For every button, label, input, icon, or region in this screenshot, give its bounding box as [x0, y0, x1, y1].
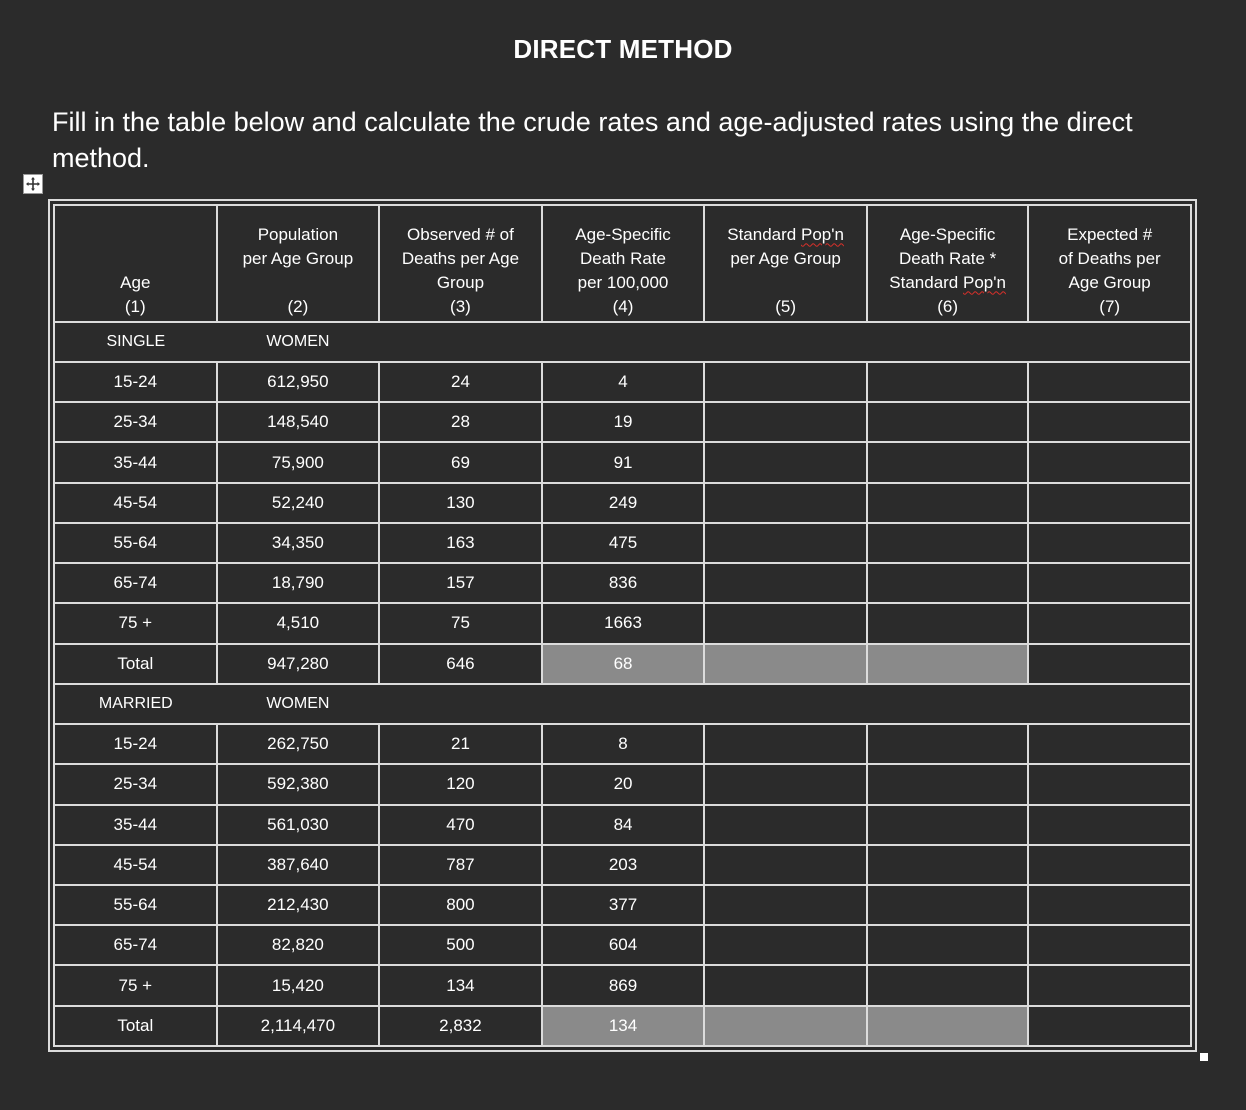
section-header-blank: [379, 322, 1191, 362]
age-cell: 65-74: [54, 925, 217, 965]
observed-deaths-cell: 24: [379, 362, 542, 402]
total-label: Total: [54, 644, 217, 684]
standard-pop-input-cell[interactable]: [704, 603, 867, 643]
population-cell: 592,380: [217, 764, 380, 804]
table-row: [54, 805, 1191, 845]
observed-deaths-cell: 75: [379, 603, 542, 643]
population-cell: 82,820: [217, 925, 380, 965]
section-sublabel: WOMEN: [217, 684, 380, 724]
rate-times-standard-input-cell[interactable]: [867, 563, 1028, 603]
standard-pop-input-cell[interactable]: [704, 442, 867, 482]
total-standard-pop-shaded-cell[interactable]: [704, 644, 867, 684]
instructions-text: Fill in the table below and calculate the crude rates and age-adjusted rates using the direct method.: [52, 107, 1133, 173]
rate-times-standard-input-cell[interactable]: [867, 805, 1028, 845]
observed-deaths-cell: 787: [379, 845, 542, 885]
population-cell: 387,640: [217, 845, 380, 885]
rate-times-standard-input-cell[interactable]: [867, 925, 1028, 965]
age-cell: 75 +: [54, 965, 217, 1005]
age-specific-rate-cell[interactable]: 8: [542, 724, 705, 764]
section-label: SINGLE: [54, 322, 217, 362]
population-cell: 262,750: [217, 724, 380, 764]
observed-deaths-cell: 120: [379, 764, 542, 804]
table-row: [54, 845, 1191, 885]
expected-deaths-input-cell[interactable]: [1028, 563, 1191, 603]
total-deaths-cell: 646: [379, 644, 542, 684]
table-row: [54, 402, 1191, 442]
table-row: [54, 563, 1191, 603]
section-sublabel: WOMEN: [217, 322, 380, 362]
rate-times-standard-input-cell[interactable]: [867, 724, 1028, 764]
population-cell: 52,240: [217, 483, 380, 523]
age-specific-rate-cell[interactable]: 249: [542, 483, 705, 523]
age-specific-rate-cell[interactable]: 203: [542, 845, 705, 885]
population-cell: 612,950: [217, 362, 380, 402]
age-specific-rate-cell[interactable]: 475: [542, 523, 705, 563]
rate-times-standard-input-cell[interactable]: [867, 442, 1028, 482]
table-row: [54, 483, 1191, 523]
age-cell: 45-54: [54, 845, 217, 885]
header-age-specific-rate: Age-Specific Death Rate per 100,000 (4): [542, 205, 705, 322]
standard-pop-input-cell[interactable]: [704, 483, 867, 523]
rates-table-frame: [48, 199, 1197, 1052]
table-row: [54, 523, 1191, 563]
total-row: [54, 644, 1191, 684]
total-product-shaded-cell[interactable]: [867, 1006, 1028, 1046]
header-expected-deaths: Expected # of Deaths per Age Group (7): [1028, 205, 1191, 322]
section-header-row: [54, 322, 1191, 362]
header-population: Population per Age Group (2): [217, 205, 380, 322]
expected-deaths-input-cell[interactable]: [1028, 724, 1191, 764]
standard-pop-input-cell[interactable]: [704, 764, 867, 804]
header-standard-pop: Standard Pop'n per Age Group (5): [704, 205, 867, 322]
age-cell: 35-44: [54, 805, 217, 845]
population-cell: 18,790: [217, 563, 380, 603]
section-header-blank: [379, 684, 1191, 724]
population-cell: 561,030: [217, 805, 380, 845]
standard-pop-input-cell[interactable]: [704, 805, 867, 845]
header-age: Age (1): [54, 205, 217, 322]
observed-deaths-cell: 800: [379, 885, 542, 925]
age-cell: 15-24: [54, 362, 217, 402]
age-cell: 55-64: [54, 523, 217, 563]
rate-times-standard-input-cell[interactable]: [867, 764, 1028, 804]
age-cell: 65-74: [54, 563, 217, 603]
rate-times-standard-input-cell[interactable]: [867, 603, 1028, 643]
expected-deaths-input-cell[interactable]: [1028, 442, 1191, 482]
expected-deaths-input-cell[interactable]: [1028, 603, 1191, 643]
table-row: [54, 362, 1191, 402]
rate-times-standard-input-cell[interactable]: [867, 362, 1028, 402]
age-specific-rate-cell[interactable]: 84: [542, 805, 705, 845]
rate-times-standard-input-cell[interactable]: [867, 965, 1028, 1005]
rate-times-standard-input-cell[interactable]: [867, 523, 1028, 563]
age-cell: 15-24: [54, 724, 217, 764]
observed-deaths-cell: 28: [379, 402, 542, 442]
age-cell: 35-44: [54, 442, 217, 482]
standard-pop-input-cell[interactable]: [704, 925, 867, 965]
expected-deaths-input-cell[interactable]: [1028, 885, 1191, 925]
age-cell: 25-34: [54, 764, 217, 804]
header-rate-times-standard: Age-Specific Death Rate * Standard Pop'n (6): [867, 205, 1028, 322]
total-product-shaded-cell[interactable]: [867, 644, 1028, 684]
population-cell: 212,430: [217, 885, 380, 925]
age-specific-rate-cell[interactable]: 91: [542, 442, 705, 482]
table-row: [54, 442, 1191, 482]
standard-pop-input-cell[interactable]: [704, 362, 867, 402]
age-specific-rate-cell[interactable]: 869: [542, 965, 705, 1005]
total-label: Total: [54, 1006, 217, 1046]
table-resize-handle[interactable]: [1200, 1053, 1208, 1061]
rate-times-standard-input-cell[interactable]: [867, 885, 1028, 925]
observed-deaths-cell: 500: [379, 925, 542, 965]
expected-deaths-input-cell[interactable]: [1028, 965, 1191, 1005]
table-row: [54, 965, 1191, 1005]
rate-times-standard-input-cell[interactable]: [867, 845, 1028, 885]
age-cell: 45-54: [54, 483, 217, 523]
section-label: MARRIED: [54, 684, 217, 724]
total-population-cell: 2,114,470: [217, 1006, 380, 1046]
header-row: [54, 205, 1191, 322]
total-expected-deaths-input-cell[interactable]: [1028, 644, 1191, 684]
single-section: [54, 322, 1191, 684]
table-row: [54, 724, 1191, 764]
expected-deaths-input-cell[interactable]: [1028, 523, 1191, 563]
observed-deaths-cell: 69: [379, 442, 542, 482]
age-specific-rate-cell[interactable]: 19: [542, 402, 705, 442]
document-title: DIRECT METHOD: [513, 34, 733, 64]
age-specific-rate-cell[interactable]: 20: [542, 764, 705, 804]
table-move-handle-icon[interactable]: [23, 174, 43, 194]
expected-deaths-input-cell[interactable]: [1028, 845, 1191, 885]
observed-deaths-cell: 134: [379, 965, 542, 1005]
age-specific-rate-cell[interactable]: 836: [542, 563, 705, 603]
expected-deaths-input-cell[interactable]: [1028, 483, 1191, 523]
observed-deaths-cell: 163: [379, 523, 542, 563]
standard-pop-input-cell[interactable]: [704, 885, 867, 925]
age-specific-rate-cell[interactable]: 4: [542, 362, 705, 402]
total-expected-deaths-input-cell[interactable]: [1028, 1006, 1191, 1046]
standard-pop-input-cell[interactable]: [704, 402, 867, 442]
table-row: [54, 885, 1191, 925]
header-observed-deaths: Observed # of Deaths per Age Group (3): [379, 205, 542, 322]
age-cell: 55-64: [54, 885, 217, 925]
expected-deaths-input-cell[interactable]: [1028, 764, 1191, 804]
total-deaths-cell: 2,832: [379, 1006, 542, 1046]
standard-pop-input-cell[interactable]: [704, 724, 867, 764]
population-cell: 34,350: [217, 523, 380, 563]
table-row: [54, 925, 1191, 965]
married-section: [54, 684, 1191, 1046]
table-row: [54, 764, 1191, 804]
observed-deaths-cell: 130: [379, 483, 542, 523]
section-header-row: [54, 684, 1191, 724]
expected-deaths-input-cell[interactable]: [1028, 402, 1191, 442]
standard-pop-input-cell[interactable]: [704, 965, 867, 1005]
expected-deaths-input-cell[interactable]: [1028, 362, 1191, 402]
standard-pop-input-cell[interactable]: [704, 563, 867, 603]
total-population-cell: 947,280: [217, 644, 380, 684]
rate-times-standard-input-cell[interactable]: [867, 483, 1028, 523]
observed-deaths-cell: 157: [379, 563, 542, 603]
age-cell: 75 +: [54, 603, 217, 643]
total-standard-pop-shaded-cell[interactable]: [704, 1006, 867, 1046]
total-row: [54, 1006, 1191, 1046]
age-cell: 25-34: [54, 402, 217, 442]
rates-table: [53, 204, 1192, 1047]
expected-deaths-input-cell[interactable]: [1028, 805, 1191, 845]
standard-pop-input-cell[interactable]: [704, 845, 867, 885]
population-cell: 148,540: [217, 402, 380, 442]
population-cell: 75,900: [217, 442, 380, 482]
table-row: [54, 603, 1191, 643]
age-specific-rate-cell[interactable]: 604: [542, 925, 705, 965]
age-specific-rate-cell[interactable]: 1663: [542, 603, 705, 643]
crude-rate-cell[interactable]: 134: [542, 1006, 705, 1046]
rate-times-standard-input-cell[interactable]: [867, 402, 1028, 442]
crude-rate-cell[interactable]: 68: [542, 644, 705, 684]
population-cell: 15,420: [217, 965, 380, 1005]
population-cell: 4,510: [217, 603, 380, 643]
age-specific-rate-cell[interactable]: 377: [542, 885, 705, 925]
standard-pop-input-cell[interactable]: [704, 523, 867, 563]
expected-deaths-input-cell[interactable]: [1028, 925, 1191, 965]
observed-deaths-cell: 470: [379, 805, 542, 845]
observed-deaths-cell: 21: [379, 724, 542, 764]
